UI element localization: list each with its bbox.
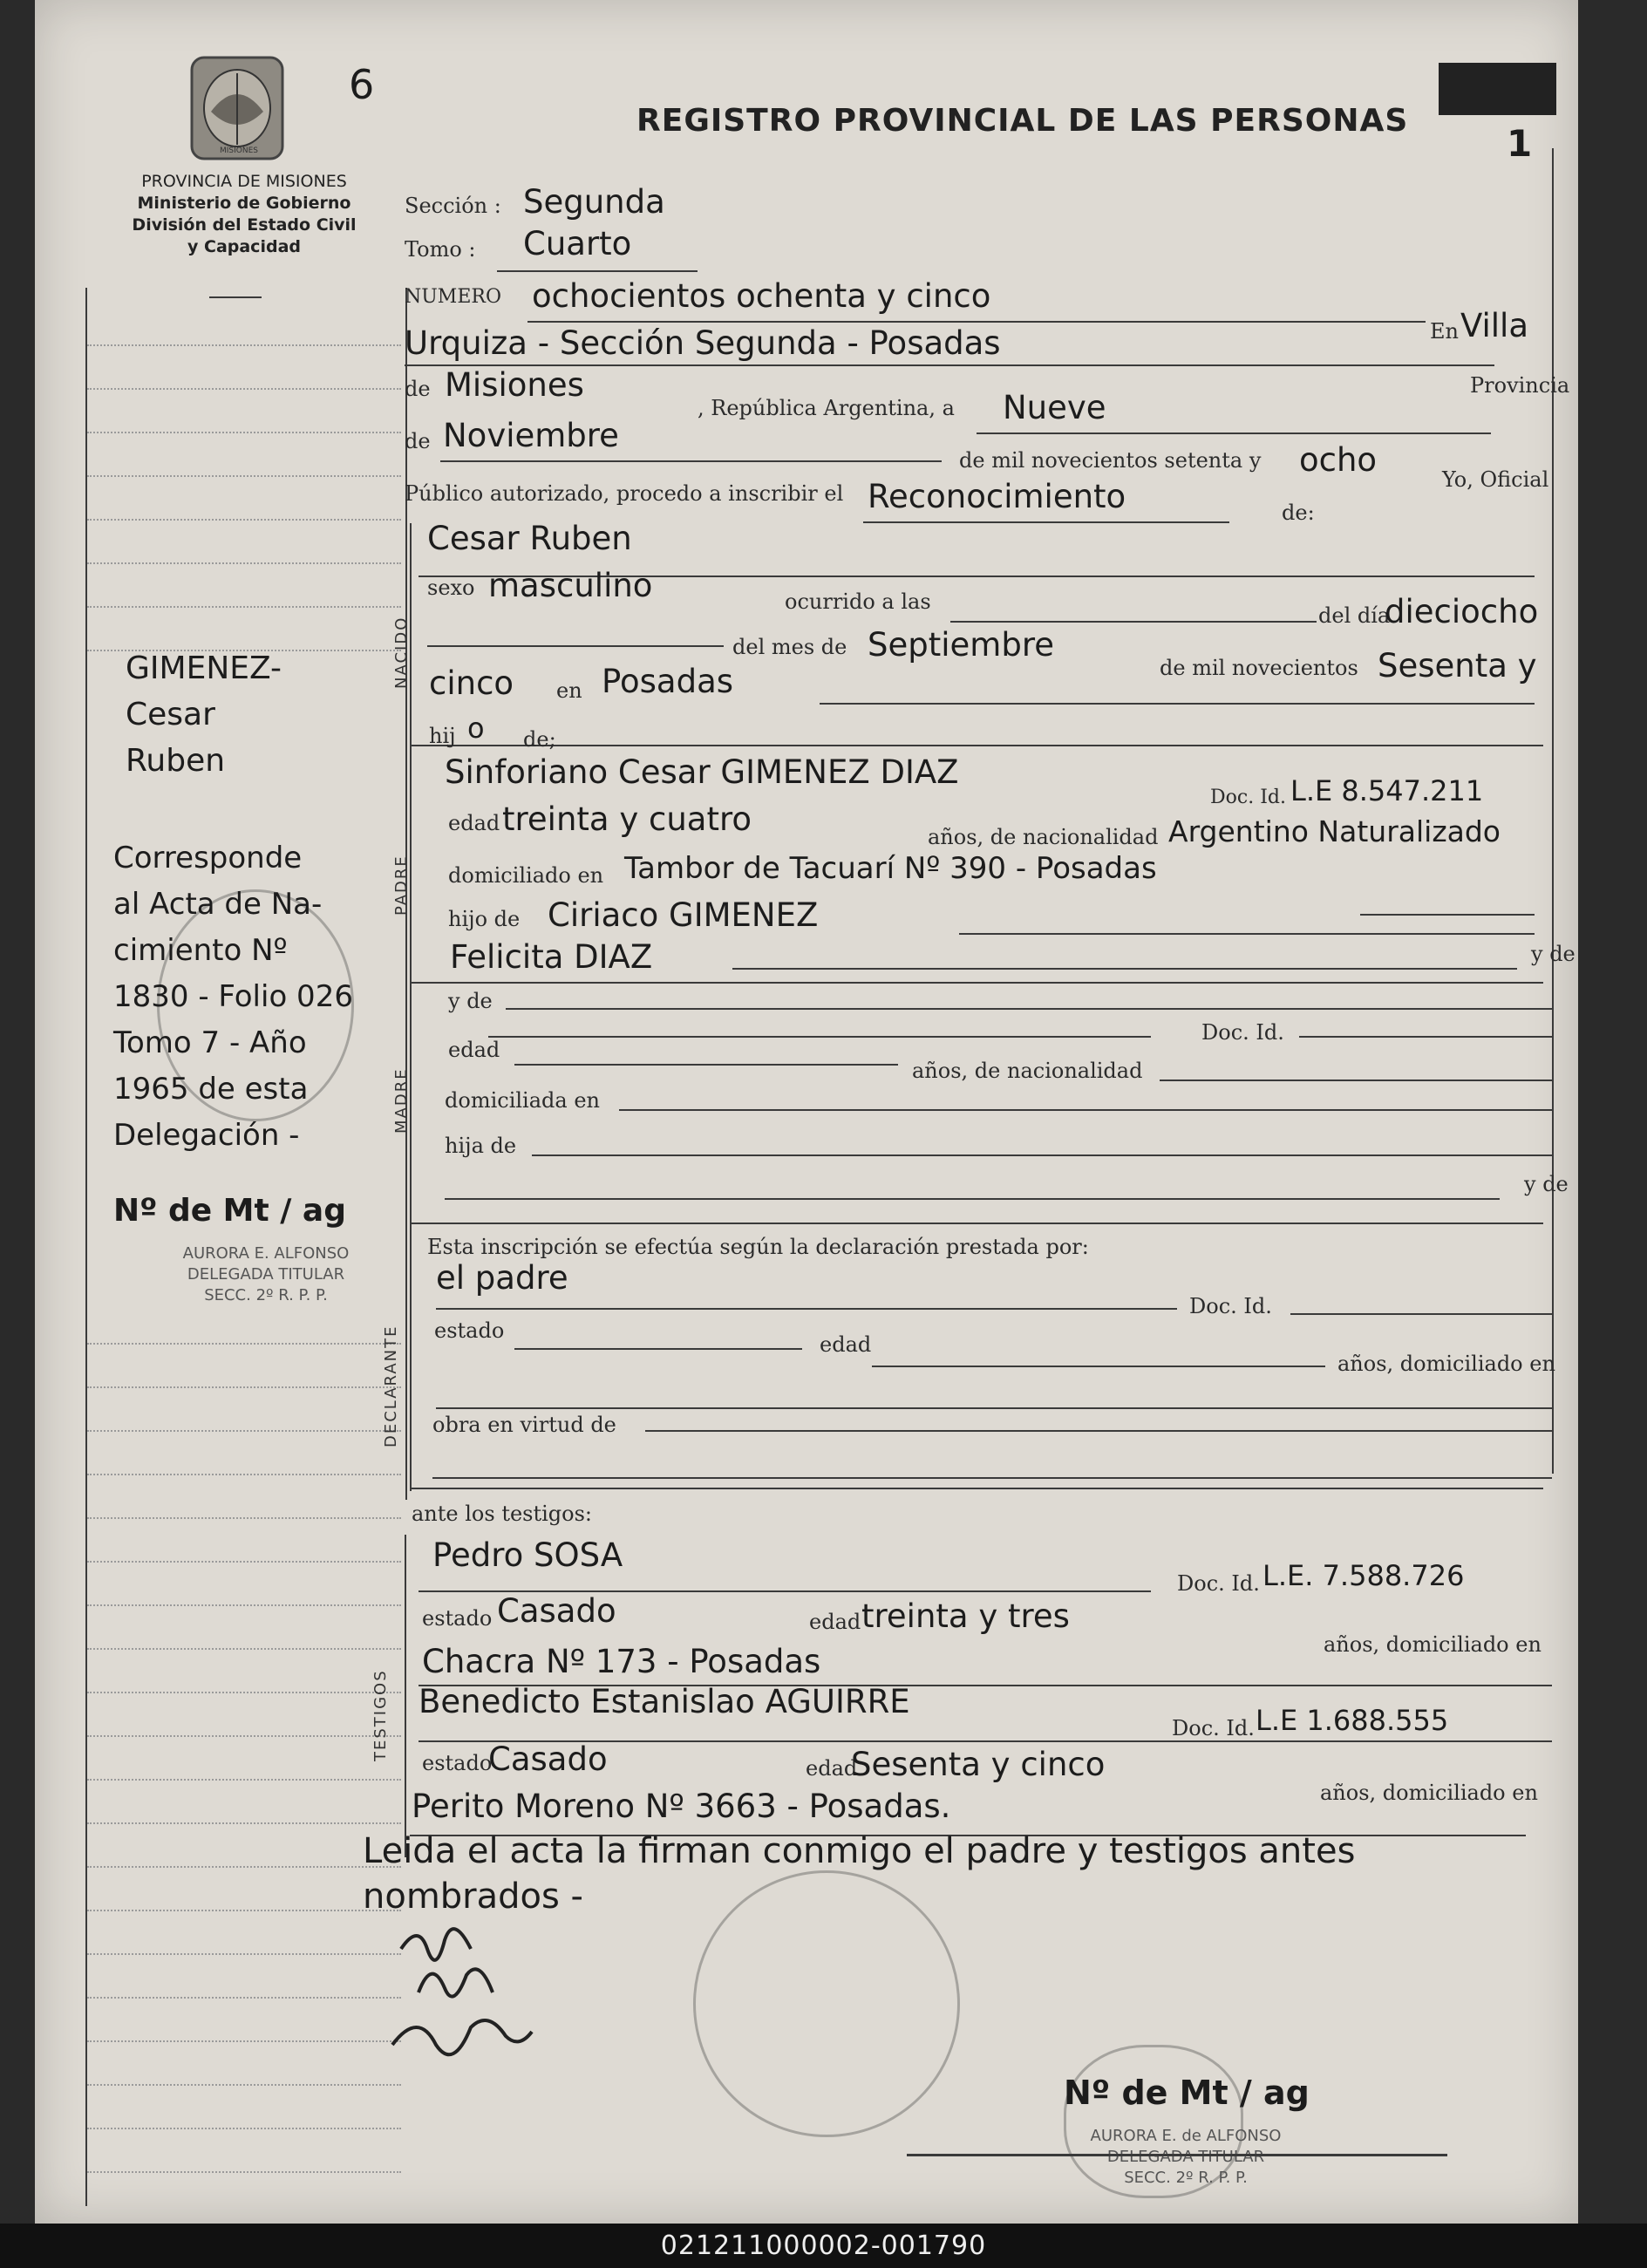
section-madre-label: MADRE <box>392 1067 411 1134</box>
official-signature: Nº de Mt / ag <box>1064 2074 1310 2112</box>
de-label: de <box>405 377 431 401</box>
official-stamp-line: AURORA E. de ALFONSO <box>1090 2127 1282 2145</box>
nacido-name: Cesar Ruben <box>427 520 632 557</box>
padre-doc-value: L.E 8.547.211 <box>1290 774 1484 807</box>
ocurrido-label: ocurrido a las <box>785 589 931 614</box>
numero-label: NUMERO <box>405 286 501 308</box>
hijo-label: hij <box>429 724 456 748</box>
margin-note-line: Corresponde <box>113 841 303 875</box>
testigo2-dom-value: Perito Moreno Nº 3663 - Posadas. <box>412 1788 951 1825</box>
testigo1-edad-label: edad <box>809 1610 861 1634</box>
section-testigos-label: TESTIGOS <box>371 1669 390 1761</box>
official-stamp-line: DELEGADA TITULAR <box>1106 2148 1265 2166</box>
hijo-suffix: o <box>467 712 485 745</box>
act-type: Reconocimiento <box>868 478 1126 515</box>
testigo1-anios-label: años, domiciliado en <box>1324 1632 1542 1657</box>
padre-edad-value: treinta y cuatro <box>502 800 752 838</box>
padre-nac-label: años, de nacionalidad <box>928 825 1159 849</box>
declarante-obra-label: obra en virtud de <box>432 1413 616 1437</box>
republica-label: , República Argentina, a <box>698 396 955 420</box>
en-label-nacido: en <box>556 678 582 703</box>
publico-label: Público autorizado, procedo a inscribir el <box>405 481 844 506</box>
numero-value: ochocientos ochenta y cinco <box>532 277 991 315</box>
anio-value-b: cinco <box>429 664 514 702</box>
header-ministry: Ministerio de Gobierno <box>137 194 351 213</box>
sexo-value: masculino <box>488 567 653 604</box>
header-province: PROVINCIA DE MISIONES <box>141 172 347 191</box>
declarante-edad-label: edad <box>820 1332 872 1357</box>
seccion-value: Segunda <box>523 183 665 221</box>
official-stamp-line: SECC. 2º R. P. P. <box>1124 2169 1248 2187</box>
padre-edad-label: edad <box>448 811 500 835</box>
testigo1-estado-value: Casado <box>497 1592 616 1630</box>
hijo-de-label: de; <box>523 727 556 752</box>
declarante-anios-label: años, domiciliado en <box>1337 1352 1555 1376</box>
testigo2-estado-label: estado <box>422 1751 493 1775</box>
margin-surname: GIMENEZ- <box>126 650 282 686</box>
anio-value-a: Sesenta y <box>1378 647 1537 684</box>
identifier-bar <box>0 2224 1647 2268</box>
anio-label: de mil novecientos <box>1160 656 1358 680</box>
year-value: ocho <box>1299 441 1378 479</box>
del-dia-label: del día <box>1318 603 1391 628</box>
day-value: Nueve <box>1003 389 1106 426</box>
madre-edad-label: edad <box>448 1038 500 1062</box>
month-value: Noviembre <box>443 417 619 454</box>
padre-nac-value: Argentino Naturalizado <box>1168 814 1501 848</box>
madre-dom-label: domiciliada en <box>445 1088 600 1113</box>
witness-signatures <box>366 1914 628 2088</box>
corner-mark: 1 <box>1507 122 1533 165</box>
header-division: División del Estado Civil <box>132 215 357 235</box>
mes-label: del mes de <box>732 635 847 659</box>
mes-value: Septiembre <box>868 626 1054 664</box>
official-stamp-text <box>1064 2126 1308 2189</box>
registry-stamp-circle <box>693 1870 960 2137</box>
place-urquiza: Urquiza - Sección Segunda - Posadas <box>405 324 1001 362</box>
margin-stamp-line: AURORA E. ALFONSO <box>182 1244 350 1263</box>
dia-value: dieciocho <box>1385 593 1539 630</box>
madre-y-de-label: y de <box>448 989 493 1013</box>
padre-hijo-de-label: hijo de <box>448 907 521 931</box>
testigo1-edad-value: treinta y tres <box>861 1597 1070 1635</box>
header-capacity: y Capacidad <box>187 237 301 256</box>
testigo1-name: Pedro SOSA <box>432 1536 623 1574</box>
provincia-label: Provincia <box>1470 373 1570 398</box>
testigo1-doc-value: L.E. 7.588.726 <box>1262 1559 1465 1592</box>
margin-stamp-line: DELEGADA TITULAR <box>187 1265 345 1284</box>
seccion-label: Sección : <box>405 194 501 218</box>
sexo-label: sexo <box>427 576 475 600</box>
margin-note-line: Delegación - <box>113 1118 300 1153</box>
page-mark: 6 <box>349 61 375 108</box>
seal-lettering: MISIONES <box>220 146 259 155</box>
margin-note-line: al Acta de Na- <box>113 887 323 922</box>
madre-doc-label: Doc. Id. <box>1201 1020 1284 1045</box>
margin-stamp-text <box>122 1243 410 1306</box>
de-colon: de: <box>1282 501 1315 525</box>
testigo1-dom-value: Chacra Nº 173 - Posadas <box>422 1643 821 1680</box>
testigo2-name: Benedicto Estanislao AGUIRRE <box>419 1683 910 1720</box>
closing-line1: Leida el acta la firman conmigo el padre y testigos antes <box>363 1831 1356 1871</box>
declarante-estado-label: estado <box>434 1318 505 1343</box>
margin-note-line: Tomo 7 - Año <box>113 1025 307 1060</box>
madre-hija-label: hija de <box>445 1134 517 1158</box>
margin-given1: Cesar <box>126 697 215 732</box>
declarante-intro: Esta inscripción se efectúa según la declaración prestada por: <box>427 1235 1089 1259</box>
section-nacido-label: NACIDO <box>392 616 411 689</box>
testigo2-doc-label: Doc. Id. <box>1172 1716 1255 1740</box>
padre-doc-label: Doc. Id. <box>1210 787 1286 808</box>
testigo1-estado-label: estado <box>422 1606 493 1631</box>
closing-line2: nombrados - <box>363 1876 583 1917</box>
province-value: Misiones <box>445 366 584 404</box>
section-padre-label: PADRE <box>392 855 411 916</box>
testigo1-doc-label: Doc. Id. <box>1177 1571 1260 1596</box>
document-title: REGISTRO PROVINCIAL DE LAS PERSONAS <box>636 103 1409 139</box>
margin-signature: Nº de Mt / ag <box>113 1193 346 1229</box>
margin-given2: Ruben <box>126 743 226 779</box>
section-declarante-label: DECLARANTE <box>382 1325 400 1447</box>
tomo-value: Cuarto <box>523 225 632 262</box>
testigo2-doc-value: L.E 1.688.555 <box>1256 1704 1449 1737</box>
padre-name: Sinforiano Cesar GIMENEZ DIAZ <box>445 753 959 791</box>
tomo-label: Tomo : <box>405 237 476 262</box>
margin-note-line: 1830 - Folio 026 <box>113 979 353 1014</box>
padre-y-de-label: y de <box>1531 942 1576 966</box>
registry-page <box>35 0 1578 2224</box>
issuer-header <box>87 171 401 258</box>
declarante-value: el padre <box>436 1259 568 1297</box>
year-label: de mil novecientos setenta y <box>959 448 1262 473</box>
de-label-2: de <box>405 429 431 453</box>
testigo2-edad-label: edad <box>806 1756 858 1781</box>
en-label: En <box>1430 319 1459 344</box>
padre-father-value: Ciriaco GIMENEZ <box>548 896 819 934</box>
padre-mother-value: Felicita DIAZ <box>450 938 653 976</box>
testigo2-anios-label: años, domiciliado en <box>1320 1781 1538 1805</box>
testigo2-estado-value: Casado <box>488 1740 608 1778</box>
madre-y-de2-label: y de <box>1524 1172 1569 1196</box>
padre-dom-label: domiciliado en <box>448 863 604 888</box>
document-identifier: 021211000002-001790 <box>660 2231 987 2261</box>
testigo2-edad-value: Sesenta y cinco <box>851 1746 1106 1783</box>
declarante-doc-label: Doc. Id. <box>1189 1294 1272 1318</box>
lugar-value: Posadas <box>602 663 734 700</box>
margin-note-line: cimiento Nº <box>113 933 288 968</box>
margin-note <box>113 835 353 1159</box>
place-villa: Villa <box>1460 307 1529 344</box>
oficial-label: Yo, Oficial <box>1442 467 1549 492</box>
padre-dom-value: Tambor de Tacuarí Nº 390 - Posadas <box>624 851 1157 886</box>
redaction-block <box>1439 63 1556 115</box>
margin-note-line: 1965 de esta <box>113 1072 309 1107</box>
madre-nac-label: años, de nacionalidad <box>912 1059 1143 1083</box>
margin-stamp-line: SECC. 2º R. P. P. <box>204 1286 328 1304</box>
testigos-intro: ante los testigos: <box>412 1502 593 1526</box>
